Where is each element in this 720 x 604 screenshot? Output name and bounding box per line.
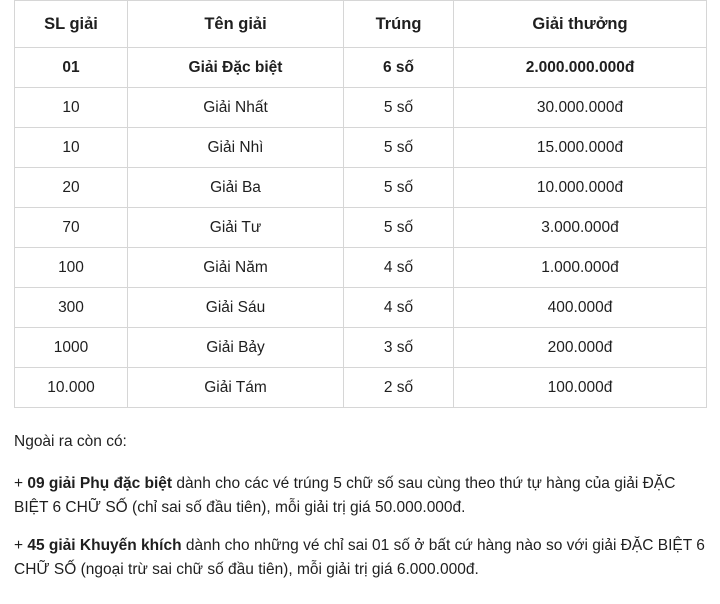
cell-prize: 3.000.000đ [454,208,707,248]
table-row [15,88,707,128]
table-row [15,208,707,248]
cell-count: 10.000 [15,368,128,408]
cell-match: 5 số [344,88,454,128]
cell-name: Giải Tư [128,208,344,248]
cell-prize: 1.000.000đ [454,248,707,288]
note2-rest: dành cho những vé chỉ sai 01 số ở bất cứ hàng nào so với giải ĐẶC BIỆT 6 CHỮ SỐ (ngoại trừ sai chữ số đầu tiên), mỗi giải trị giá 6.000.000đ. [14,537,705,579]
cell-name: Giải Sáu [128,288,344,328]
table-row [15,248,707,288]
table-row [15,168,707,208]
cell-match: 4 số [344,288,454,328]
column-header-count: SL giải [15,1,128,48]
cell-name: Giải Bảy [128,328,344,368]
cell-count: 01 [15,48,128,88]
additional-notes [14,408,706,582]
table-row [15,328,707,368]
column-header-name: Tên giải [128,1,344,48]
cell-match: 3 số [344,328,454,368]
cell-name: Giải Ba [128,168,344,208]
cell-count: 10 [15,88,128,128]
cell-name: Giải Năm [128,248,344,288]
table-row [15,368,707,408]
note2-prefix: + [14,537,28,555]
cell-name: Giải Tám [128,368,344,408]
cell-prize: 15.000.000đ [454,128,707,168]
table-row [15,128,707,168]
cell-prize: 400.000đ [454,288,707,328]
note-special-sub-prize [14,472,706,520]
cell-count: 100 [15,248,128,288]
cell-name: Giải Nhất [128,88,344,128]
table-header [15,1,707,48]
table-body [15,48,707,408]
column-header-match: Trúng [344,1,454,48]
cell-count: 1000 [15,328,128,368]
cell-count: 70 [15,208,128,248]
cell-match: 6 số [344,48,454,88]
note1-prefix: + [14,475,28,493]
cell-prize: 100.000đ [454,368,707,408]
table-row [15,288,707,328]
cell-name: Giải Đặc biệt [128,48,344,88]
note-consolation-prize [14,534,706,582]
cell-match: 4 số [344,248,454,288]
prize-structure-table [14,0,707,408]
note1-rest: dành cho các vé trúng 5 chữ số sau cùng theo thứ tự hàng của giải ĐẶC BIỆT 6 CHỮ SỐ (chỉ sai số đầu tiên), mỗi giải trị giá 50.000.000đ. [14,475,676,517]
table-row [15,48,707,88]
note1-bold: 09 giải Phụ đặc biệt [27,475,173,493]
cell-match: 2 số [344,368,454,408]
cell-name: Giải Nhì [128,128,344,168]
cell-match: 5 số [344,128,454,168]
note2-bold: 45 giải Khuyến khích [27,537,182,555]
cell-count: 300 [15,288,128,328]
cell-count: 10 [15,128,128,168]
cell-match: 5 số [344,208,454,248]
notes-lead: Ngoài ra còn có: [14,433,127,450]
cell-prize: 30.000.000đ [454,88,707,128]
cell-prize: 200.000đ [454,328,707,368]
cell-match: 5 số [344,168,454,208]
cell-prize: 2.000.000.000đ [454,48,707,88]
cell-prize: 10.000.000đ [454,168,707,208]
column-header-prize: Giải thưởng [454,1,707,48]
cell-count: 20 [15,168,128,208]
table-header-row [15,1,707,48]
